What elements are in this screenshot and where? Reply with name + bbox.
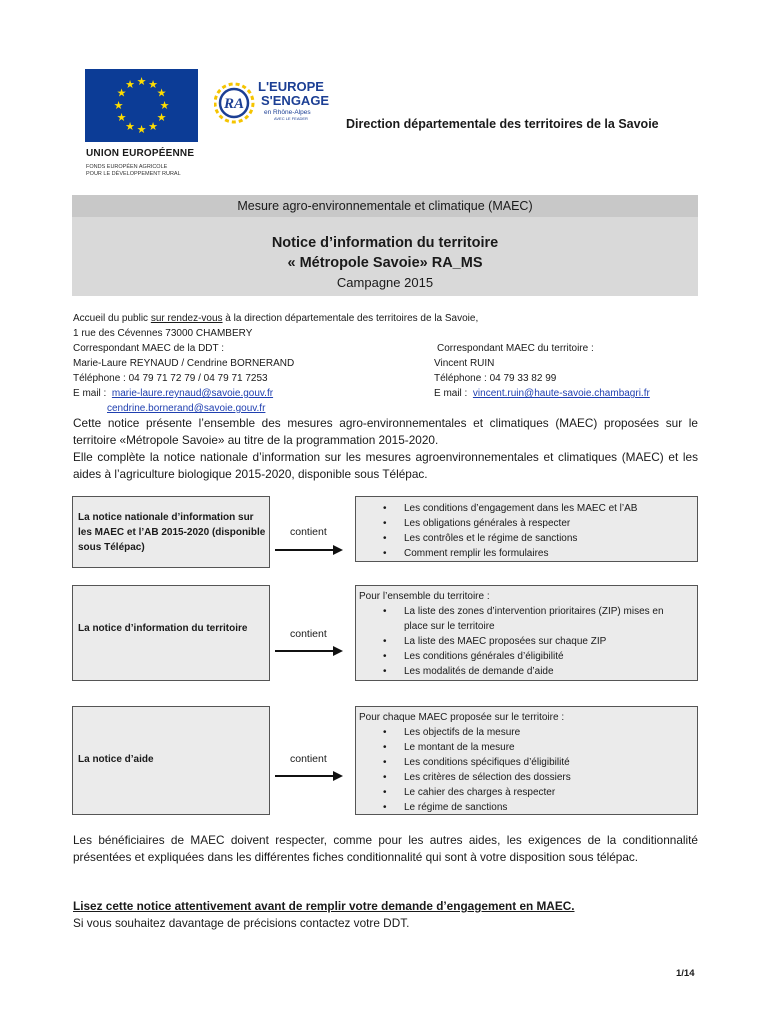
flow-3-item: • Le montant de la mesure (356, 740, 697, 755)
svg-text:★: ★ (148, 120, 158, 133)
page-number: 1/14 (676, 968, 695, 979)
flow-2-item: • Les conditions générales d’éligibilité (356, 649, 697, 664)
territory-email-line (434, 386, 650, 401)
svg-text:★: ★ (125, 78, 135, 91)
svg-text:★: ★ (116, 111, 127, 124)
flow-2-content-box (355, 585, 698, 681)
territory-email-label: E mail : (434, 388, 471, 399)
flow-3-intro: Pour chaque MAEC proposée sur le territoire : (359, 712, 565, 723)
intro-paragraph-2: Elle complète la notice nationale d’information sur les mesures agroenvironnementales et climatiques (MAEC) et les aides à l’agriculture biologique 2015-2020, disponible sous Télépac. (73, 450, 698, 481)
territory-correspondent-label: Correspondant MAEC du territoire : (437, 343, 594, 354)
flow-3-verb: contient (290, 753, 327, 765)
territory-email-link[interactable]: vincent.ruin@haute-savoie.chambagri.fr (472, 388, 650, 399)
flow-3-item: • Les critères de sélection des dossiers (356, 770, 697, 785)
svg-text:★: ★ (136, 123, 147, 136)
flow-3-content-box (355, 706, 698, 815)
notice-title-line1: Notice d’information du territoire (271, 235, 499, 251)
flow-2-item: • La liste des zones d’intervention prioritaires (ZIP) mises en place sur le territoire (356, 604, 697, 634)
rendez-vous-link[interactable]: sur rendez-vous (150, 313, 223, 324)
ddt-email-link-2-row (107, 401, 265, 416)
notice-title-line2: « Métropole Savoie» RA_MS (287, 255, 483, 271)
campaign-label: Campagne 2015 (336, 275, 434, 290)
flow-3-source-box (72, 706, 270, 815)
warning-text: Lisez cette notice attentivement avant de remplir votre demande d’engagement en MAEC. (73, 899, 575, 913)
flow-3-item: • Les objectifs de la mesure (356, 725, 697, 740)
flow-1-item: • Les obligations générales à respecter (356, 516, 697, 531)
logo-tagline-text: AVEC LE FEADER (274, 116, 308, 121)
flow-1-item: • Les conditions d’engagement dans les MAEC et l’AB (356, 501, 697, 516)
ddt-correspondent-names: Marie-Laure REYNAUD / Cendrine BORNERAND (73, 358, 295, 369)
flow-2-source-box (72, 585, 270, 681)
beneficiaires-paragraph: Les bénéficiaires de MAEC doivent respecter, comme pour les autres aides, les exigences de la conditionnalité présentées et expliquées dans les différentes fiches conditionnalité qui sont à votre disposition sous télépac. (73, 833, 698, 864)
accueil-prefix: Accueil du public (73, 313, 151, 324)
flow-2-verb: contient (290, 628, 327, 640)
measure-heading: Mesure agro-environnementale et climatique (MAEC) (237, 199, 533, 213)
ddt-email-link-2[interactable]: cendrine.bornerand@savoie.gouv.fr (107, 403, 266, 414)
accueil-suffix: à la direction départementale des territoires de la Savoie, (222, 313, 479, 324)
intro-paragraph-1: Cette notice présente l’ensemble des mesures agro-environnementales et climatiques (MAEC) proposées sur le territoire «Métropole Savoie» au titre de la programmation 2015-2020. (73, 416, 698, 447)
flow-1-source-box (72, 496, 270, 568)
territory-phone: Téléphone : 04 79 33 82 99 (434, 373, 557, 384)
flow-2-item: • La liste des MAEC proposées sur chaque ZIP (356, 634, 697, 649)
eu-flag-logo (85, 69, 198, 142)
svg-text:★: ★ (156, 86, 167, 100)
svg-text:★: ★ (136, 75, 147, 88)
flow-1-verb: contient (290, 526, 327, 538)
title-box (72, 195, 698, 296)
eu-label: UNION EUROPÉENNE (86, 148, 195, 159)
flow-2-intro: Pour l’ensemble du territoire : (359, 591, 490, 602)
svg-text:★: ★ (159, 99, 170, 112)
svg-text:★: ★ (156, 111, 167, 124)
flow-3-list (356, 725, 697, 815)
svg-text:★: ★ (125, 120, 135, 133)
flow-1-label: La notice nationale d’information sur les MAEC et l’AB 2015-2020 (disponible sous Télépac) (78, 512, 266, 553)
flow-1-item: • Les contrôles et le régime de sanctions (356, 531, 697, 546)
ra-logo-text: RA (223, 96, 245, 112)
ddt-email-label: E mail : (73, 388, 110, 399)
flow-3-label: La notice d’aide (78, 754, 154, 765)
svg-text:★: ★ (116, 86, 127, 100)
logo-europe-text: L'EUROPE (258, 79, 324, 94)
flow-1-item: • Comment remplir les formulaires (356, 546, 697, 561)
flow-2-item: • Les modalités de demande d’aide (356, 664, 697, 679)
ddt-email-line (73, 386, 273, 401)
ddt-correspondent-label: Correspondant MAEC de la DDT : (73, 343, 224, 354)
europe-sengage-logo (214, 73, 344, 133)
flow-1-list (356, 501, 697, 561)
flow-2-label: La notice d’information du territoire (78, 623, 248, 634)
flow-3-item: • Le cahier des charges à respecter (356, 785, 697, 800)
address: 1 rue des Cévennes 73000 CHAMBERY (73, 328, 253, 339)
eu-fund-label: FONDS EUROPÉEN AGRICOLE POUR LE DÉVELOPPEMENT RURAL (86, 164, 181, 177)
svg-text:★: ★ (148, 78, 158, 91)
contact-ddt-text: Si vous souhaitez davantage de précisions contactez votre DDT. (73, 916, 410, 930)
eu-stars-icon (85, 69, 198, 142)
flow-2-list (356, 604, 697, 679)
flow-1-content-box (355, 496, 698, 562)
flow-3-item: • Le régime de sanctions (356, 800, 697, 815)
logo-region-text: en Rhône-Alpes (264, 109, 311, 116)
territory-correspondent-name: Vincent RUIN (434, 358, 495, 369)
flow-3-item: • Les conditions spécifiques d’éligibilité (356, 755, 697, 770)
directorate-title: Direction départementale des territoires de la Savoie (346, 117, 659, 131)
svg-text:★: ★ (113, 99, 124, 112)
logo-sengage-text: S'ENGAGE (261, 93, 330, 108)
accueil-line (73, 311, 698, 326)
ddt-phone: Téléphone : 04 79 71 72 79 / 04 79 71 7253 (73, 373, 268, 384)
ddt-email-link-1[interactable]: marie-laure.reynaud@savoie.gouv.fr (111, 388, 274, 399)
